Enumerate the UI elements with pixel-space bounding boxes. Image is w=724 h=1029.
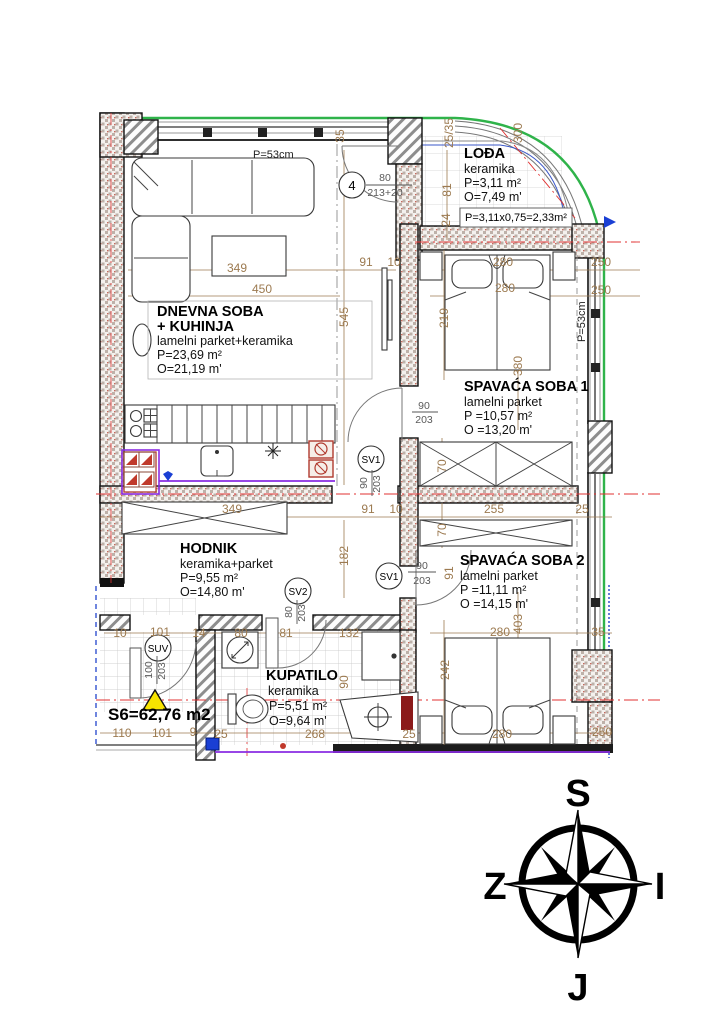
dim-280-d: 280 <box>491 727 513 741</box>
shaft-red <box>401 696 413 730</box>
compass-north: S <box>565 773 591 815</box>
dim-81-bath: 81 <box>279 626 293 640</box>
bedroom2-floor: lamelni parket <box>460 569 538 583</box>
wall-center-pillar <box>400 438 418 566</box>
sofa-vertical <box>132 216 190 302</box>
dim-25-bottom-a: 25 <box>214 727 228 741</box>
dim-81-loggia: 81 <box>440 183 454 197</box>
sv2-w: 80 <box>283 606 295 618</box>
living-floor: lamelni parket+keramika <box>157 334 293 348</box>
living-name2: + KUHINJA <box>157 319 234 335</box>
hall-tiles <box>100 598 196 615</box>
dim-70-b: 70 <box>435 523 449 537</box>
coffee-table <box>212 236 286 276</box>
bath-area: P=5,51 m² <box>269 699 328 713</box>
dim-9: 9 <box>189 725 197 739</box>
dim-10-mid: 10 <box>389 502 403 516</box>
sv1-w2: 90 <box>418 400 430 412</box>
dim-91-bedroom2: 91 <box>442 566 456 580</box>
hall-area: P=9,55 m² <box>180 571 239 585</box>
bath-perimeter: O=9,64 m' <box>269 714 327 728</box>
dim-91-mid: 91 <box>361 502 375 516</box>
suv-label: SUV <box>147 644 169 655</box>
tv-panel <box>382 268 387 350</box>
bedroom1-door-arc <box>348 388 402 442</box>
red-dot <box>280 743 286 749</box>
dim-101-bottom: 101 <box>151 726 173 740</box>
bedroom2-perimeter: O =14,15 m' <box>460 597 529 611</box>
dim-80-row: 80 <box>234 626 248 640</box>
dim-280-c: 280 <box>489 625 511 639</box>
sv1b-w: 90 <box>416 560 428 572</box>
window-mullion <box>314 128 323 137</box>
dim-450: 450 <box>251 282 273 296</box>
loggia-calc: P=3,11x0,75=2,33m² <box>465 212 567 224</box>
balcony-door-h: 213+20 <box>367 187 403 199</box>
dim-35-right: 35 <box>591 625 605 639</box>
toilet-tank <box>228 694 236 724</box>
parapet-top-label: P=53cm <box>253 149 294 161</box>
dim-300: 300 <box>511 122 525 144</box>
dim-545: 545 <box>337 306 351 328</box>
dim-90-shower: 90 <box>337 675 351 689</box>
bath-name: KUPATILO <box>266 668 338 684</box>
dim-10-top: 10 <box>387 255 401 269</box>
sv2-label: SV2 <box>288 587 308 598</box>
dim-24-loggia: 24 <box>439 213 453 227</box>
living-name: DNEVNA SOBA <box>157 304 264 320</box>
wall-living-bedroom1 <box>400 224 418 386</box>
wall-left-endcap <box>100 578 124 587</box>
window-mullion <box>591 363 600 372</box>
sv2-h: 203 <box>296 604 308 622</box>
dim-250-c: 250 <box>591 725 613 739</box>
dim-280-a: 280 <box>492 255 514 269</box>
dim-349-table: 349 <box>226 261 248 275</box>
tv-screen <box>388 280 392 340</box>
suv-w: 100 <box>143 661 155 679</box>
pillar-se <box>572 650 612 702</box>
dim-25-35: 25/35 <box>442 117 456 149</box>
bathroom-door-leaf <box>266 618 278 668</box>
sv1-h2: 203 <box>415 414 433 426</box>
dim-242: 242 <box>438 659 452 681</box>
dim-132: 132 <box>338 626 360 640</box>
dim-14: 14 <box>192 626 206 640</box>
sv1b-h: 203 <box>413 575 431 587</box>
dim-25-bottom-b: 25 <box>402 727 416 741</box>
dim-349-hall: 349 <box>221 502 243 516</box>
dim-280-b: 280 <box>494 281 516 295</box>
window-mullion <box>591 309 600 318</box>
wall-window-divider <box>588 421 612 473</box>
kitchen <box>122 405 335 494</box>
wall-mid-east <box>398 486 578 503</box>
dim-182: 182 <box>337 545 351 567</box>
pillar-nw <box>124 120 158 154</box>
wall-hall-bedroom2 <box>400 598 416 632</box>
nightstand <box>420 716 442 744</box>
bedroom1-area: P =10,57 m² <box>464 409 533 423</box>
parapet-right-label: P=53cm <box>576 301 588 342</box>
wall-left <box>100 113 124 583</box>
dim-91-top: 91 <box>359 255 373 269</box>
bedroom2-area: P =11,11 m² <box>460 583 527 597</box>
dim-35-top: 35 <box>333 129 347 143</box>
bedroom2-name: SPAVAĆA SOBA 2 <box>460 553 585 569</box>
dim-25-mid: 25 <box>575 502 589 516</box>
loggia-area: P=3,11 m² <box>464 176 522 190</box>
dim-110: 110 <box>112 726 132 740</box>
living-perimeter: O=21,19 m' <box>157 362 222 376</box>
dim-268: 268 <box>304 727 326 741</box>
wall-loggia-south <box>420 226 576 250</box>
nightstand <box>420 252 442 280</box>
dim-380: 380 <box>511 355 525 377</box>
window-mullion <box>258 128 267 137</box>
hob-symbol <box>265 443 281 459</box>
sv1-w: 90 <box>358 477 370 489</box>
bath-floor: keramika <box>268 684 319 698</box>
blue-marker-kitchen <box>163 471 173 481</box>
sv1-label: SV1 <box>361 455 381 466</box>
loggia-name: LOĐA <box>464 146 506 162</box>
burner <box>131 411 142 422</box>
bed2-pillow-left <box>452 706 492 734</box>
dim-219: 219 <box>437 307 451 329</box>
hall-floor: keramika+parket <box>180 557 273 571</box>
dim-10-row: 10 <box>113 626 127 640</box>
dim-255: 255 <box>483 502 505 516</box>
bed1-pillow-left <box>452 260 492 288</box>
dim-250-b: 250 <box>590 283 612 297</box>
burner <box>131 426 142 437</box>
nightstand <box>553 716 575 744</box>
window-mullion <box>203 128 212 137</box>
sofa-horizontal <box>132 158 314 216</box>
suv-h: 203 <box>156 662 168 680</box>
pillar-loggia-corner <box>572 224 604 258</box>
blue-marker-facade <box>604 216 616 228</box>
window-mullion <box>591 598 600 607</box>
nightstand <box>553 252 575 280</box>
compass-south: J <box>567 967 589 1009</box>
loggia-perimeter: O=7,49 m' <box>464 190 522 204</box>
balcony-door-num: 4 <box>348 178 356 193</box>
total-area-label: S6=62,76 m2 <box>108 705 211 724</box>
bedroom1-name: SPAVAĆA SOBA 1 <box>464 379 589 395</box>
dim-403: 403 <box>511 613 525 635</box>
loggia-floor: keramika <box>464 162 515 176</box>
dim-250-a: 250 <box>590 255 612 269</box>
compass-rose <box>483 773 665 1009</box>
dim-101-row: 101 <box>149 625 171 639</box>
entrance-door-leaf <box>130 648 141 698</box>
wall-bath-north-a <box>199 615 262 630</box>
hall-perimeter: O=14,80 m' <box>180 585 245 599</box>
sv1b-label: SV1 <box>379 572 399 583</box>
compass-east: I <box>654 866 666 908</box>
pillar-balcony <box>388 118 422 164</box>
bedroom1-perimeter: O =13,20 m' <box>464 423 533 437</box>
compass-west: Z <box>483 866 507 908</box>
bedroom1-floor: lamelni parket <box>464 395 542 409</box>
hall-name: HODNIK <box>180 541 238 557</box>
shower-handle <box>391 653 396 658</box>
balcony-door-w: 80 <box>379 172 391 184</box>
dim-70-a: 70 <box>435 459 449 473</box>
living-area: P=23,69 m² <box>157 348 222 362</box>
sv1-h: 203 <box>371 475 383 493</box>
